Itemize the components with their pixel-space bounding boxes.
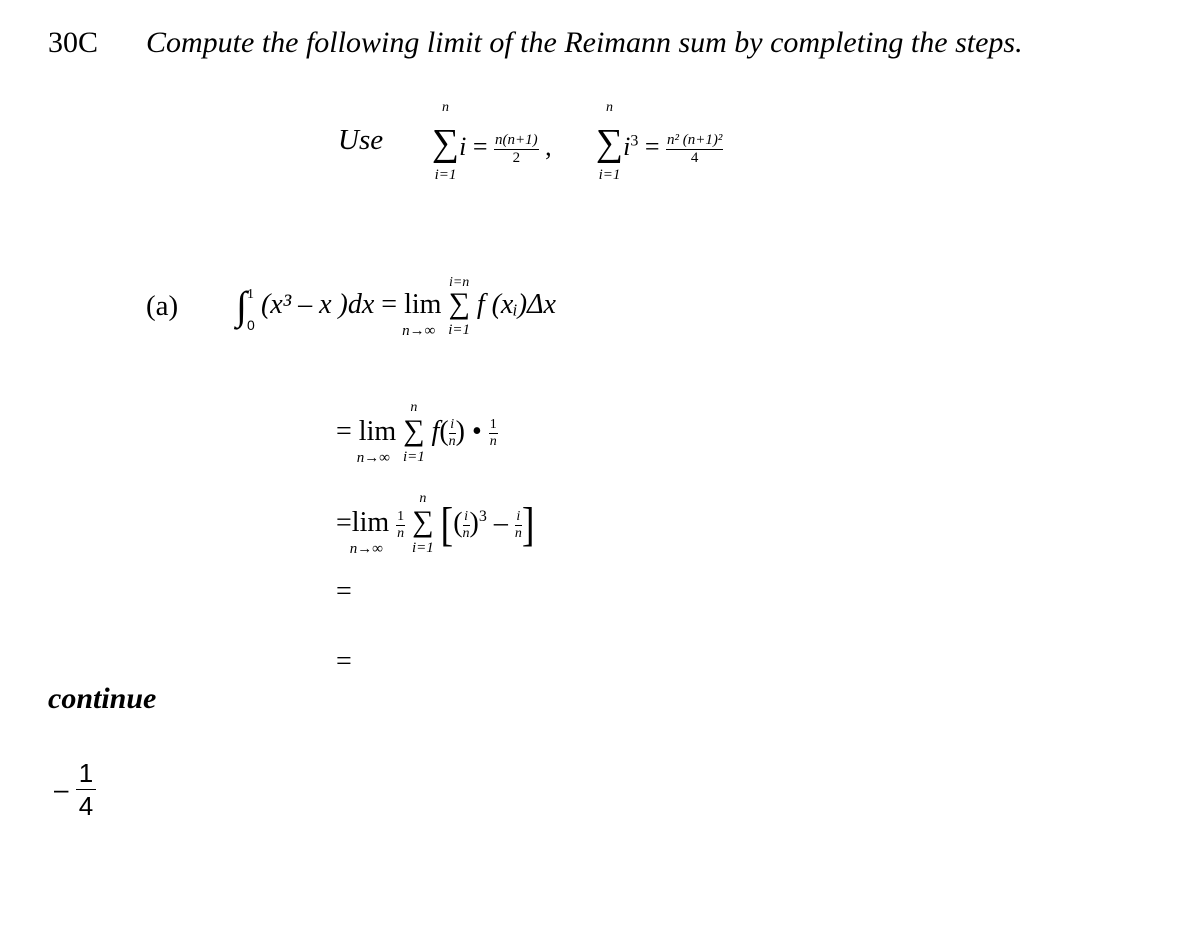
lim-subscript: n→∞ — [356, 450, 390, 466]
hint-formula-1: n ∑ i=1 i = $\frac{n(n+1)}{2}$ , — [432, 124, 552, 166]
integral-symbol: ∫ — [236, 283, 247, 328]
sum-upper: n — [442, 100, 450, 115]
function-f: f — [431, 416, 440, 447]
step1-equation: = lim n→∞ n ∑ i=1 f( $\frac{i}{n}$ ) • $\frac{1}{n}$ — [336, 400, 497, 466]
integrand: (x³ – x )dx — [260, 289, 375, 320]
sigma-symbol: i=n ∑ i=1 — [448, 289, 469, 319]
blank-equals-2: = — [336, 646, 352, 677]
frac-denominator: n — [448, 434, 456, 450]
integral-lower: 0 — [246, 317, 255, 333]
limit — [349, 507, 390, 558]
equals-sign: = — [336, 416, 352, 447]
answer-fraction — [76, 760, 96, 819]
frac-numerator: i — [464, 508, 468, 524]
frac-numerator: i — [450, 417, 455, 433]
sum1-fraction — [494, 133, 539, 166]
i-over-n — [449, 418, 456, 449]
lim-subscript: n→∞ — [402, 323, 436, 339]
part-a-label: (a) — [146, 290, 179, 322]
integral-equation — [236, 275, 556, 339]
minus-sign: – — [493, 507, 508, 539]
left-bracket: [ — [440, 498, 454, 552]
sum1-numerator: n(n+1) — [495, 131, 538, 148]
blank-equals-1: = — [336, 576, 352, 607]
frac-numerator: 1 — [397, 508, 405, 524]
sigma-symbol: n ∑ i=1 — [432, 124, 459, 162]
sum-lower: i=1 — [402, 449, 425, 465]
hint-formula-2: n ∑ i=1 $i^3$ = $\frac{\text{n² (n+1)²}}{4}$ — [596, 124, 723, 166]
sigma-symbol: n ∑ i=1 — [403, 416, 424, 446]
sum-upper: n — [419, 491, 427, 507]
sigma-symbol: n ∑ i=1 — [412, 507, 433, 537]
frac-denominator: n — [489, 434, 497, 450]
lim-text: lim — [404, 289, 442, 320]
right-bracket: ] — [521, 498, 535, 552]
integral-upper: 1 — [246, 287, 254, 302]
answer — [54, 760, 96, 819]
equals-sign: = — [381, 289, 398, 320]
sum-lower: i=1 — [598, 167, 621, 183]
sum-upper: i=n — [448, 275, 470, 290]
lim-text: lim — [358, 416, 397, 447]
frac-denominator: n — [514, 525, 522, 541]
i-over-n — [515, 510, 522, 541]
sum1-denominator: 2 — [512, 149, 521, 166]
step2-equation: =lim n→∞ $\frac{1}{n}$ n ∑ i=1 [( $\frac{i}{n}$ )$^3$ – $\frac{i}{n}$ ] — [336, 491, 535, 558]
sum-upper: n — [606, 100, 614, 115]
frac-denominator: n — [397, 525, 405, 541]
sum-lower: i=1 — [434, 167, 457, 183]
sum2-denominator: 4 — [690, 149, 699, 166]
limit — [356, 416, 397, 466]
frac-numerator: i — [516, 508, 521, 524]
one-over-n — [489, 418, 498, 449]
instruction-text: Compute the following limit of the Reimann sum by completing the steps. — [146, 26, 1023, 59]
sum-upper: n — [410, 400, 418, 415]
answer-denominator: 4 — [78, 791, 94, 821]
one-over-n — [396, 510, 405, 541]
sigma-symbol: n ∑ i=1 — [596, 124, 623, 162]
lim-text: lim — [351, 507, 390, 539]
use-label: Use — [338, 124, 384, 156]
summand: f (xᵢ)Δx — [476, 289, 556, 320]
sum2-numerator: n² (n+1)² — [667, 131, 723, 148]
answer-numerator: 1 — [76, 760, 96, 790]
answer-sign: – — [54, 774, 69, 804]
i-over-n — [463, 510, 470, 541]
frac-numerator: 1 — [489, 417, 497, 433]
exponent: 3 — [478, 508, 487, 526]
sum-lower: i=1 — [411, 540, 434, 557]
sum2-fraction — [666, 133, 723, 166]
sum2-term: i — [623, 132, 631, 161]
equals-sign: = — [336, 507, 352, 539]
hint-separator: , — [545, 132, 552, 161]
limit — [402, 289, 442, 339]
lim-subscript: n→∞ — [349, 541, 383, 558]
frac-denominator: n — [462, 525, 470, 541]
sum1-term: i — [459, 132, 467, 161]
problem-number: 30C — [48, 26, 99, 59]
sum-lower: i=1 — [448, 322, 471, 338]
continue-label: continue — [48, 682, 157, 715]
sum2-exponent: 3 — [630, 132, 639, 150]
dot-operator: • — [471, 416, 482, 447]
